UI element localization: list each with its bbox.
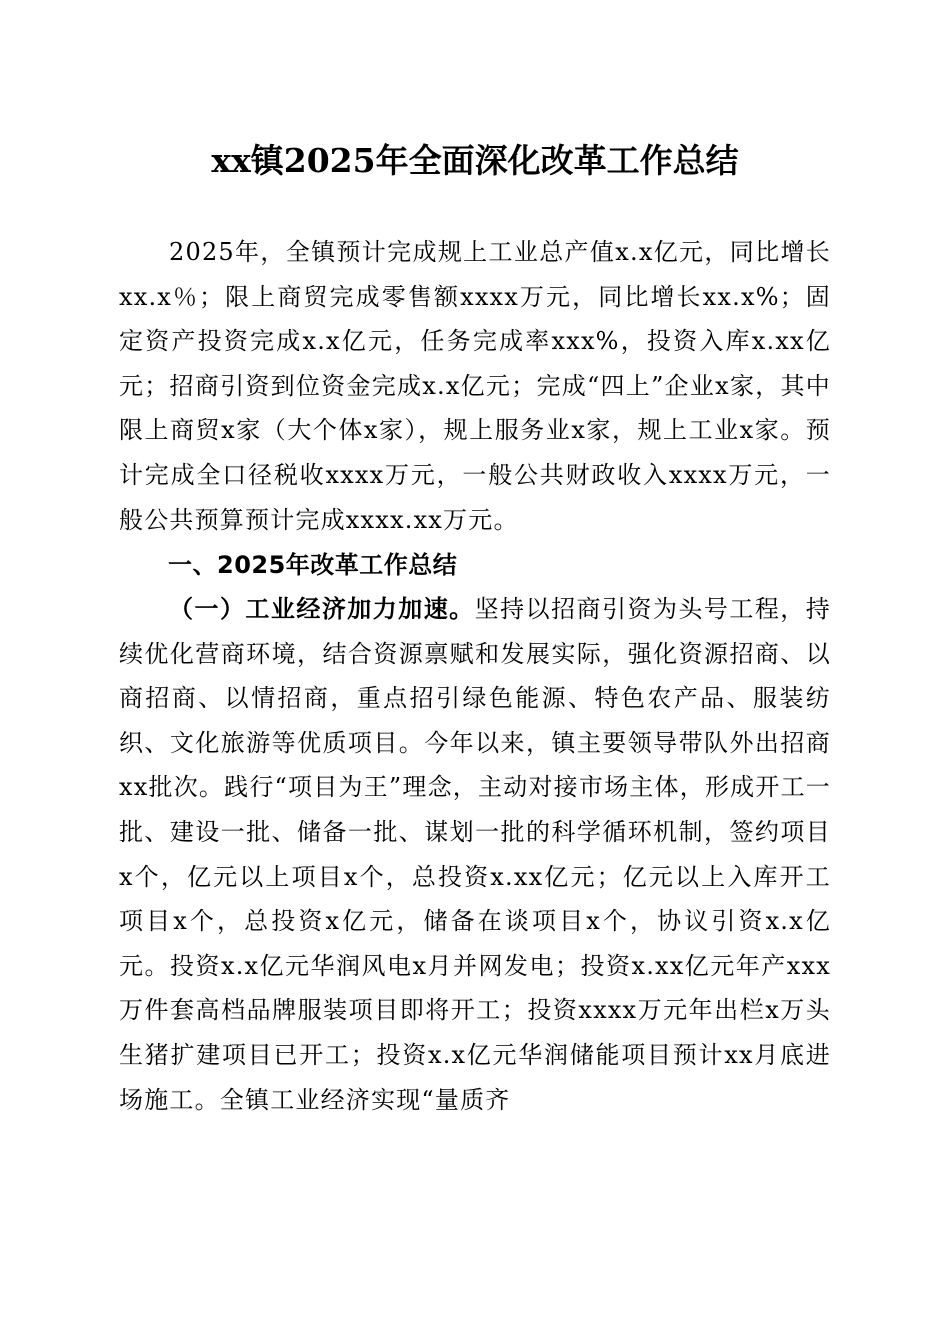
section-heading-1: 一、2025年改革工作总结 (168, 551, 458, 579)
subsection-heading-1-1: （一）工业经济加力加速。 (169, 594, 475, 623)
subsection-body-1-1: 坚持以招商引资为头号工程，持续优化营商环境，结合资源禀赋和发展实际，强化资源招商、以商招商、以情招商，重点招引绿色能源、特色农产品、服装纺织、文化旅游等优质项目。今年以来，镇主要领导带队外出招商xx批次。践行“项目为王”理念，主动对接市场主体，形成开工一批、建设一批、储备一批、谋划一批的科学循环机制，签约项目x个，亿元以上项目x个，总投资x.xx亿元；亿元以上入库开工项目x个，总投资x亿元，储备在谈项目x个，协议引资x.x亿元。投资x.x亿元华润风电x月并网发电；投资x.xx亿元年产xxx万件套高档品牌服装项目即将开工；投资xxxx万元年出栏x万头生猪扩建项目已开工；投资x.x亿元华润储能项目预计xx月底进场施工。全镇工业经济实现“量质齐 (119, 595, 831, 1114)
document-title: xx镇2025年全面深化改革工作总结 (211, 141, 739, 180)
intro-paragraph: 2025年，全镇预计完成规上工业总产值x.x亿元，同比增长xx.x％；限上商贸完成零售额xxxx万元，同比增长xx.x%；固定资产投资完成x.x亿元，任务完成率xxx%，投资入库x.xx亿元；招商引资到位资金完成x.x亿元；完成“四上”企业x家，其中限上商贸x家（大个体x家），规上服务业x家，规上工业x家。预计完成全口径税收xxxx万元，一般公共财政收入xxxx万元，一般公共预算预计完成xxxx.xx万元。 (119, 238, 831, 534)
section-1-1-paragraph (119, 587, 831, 1122)
